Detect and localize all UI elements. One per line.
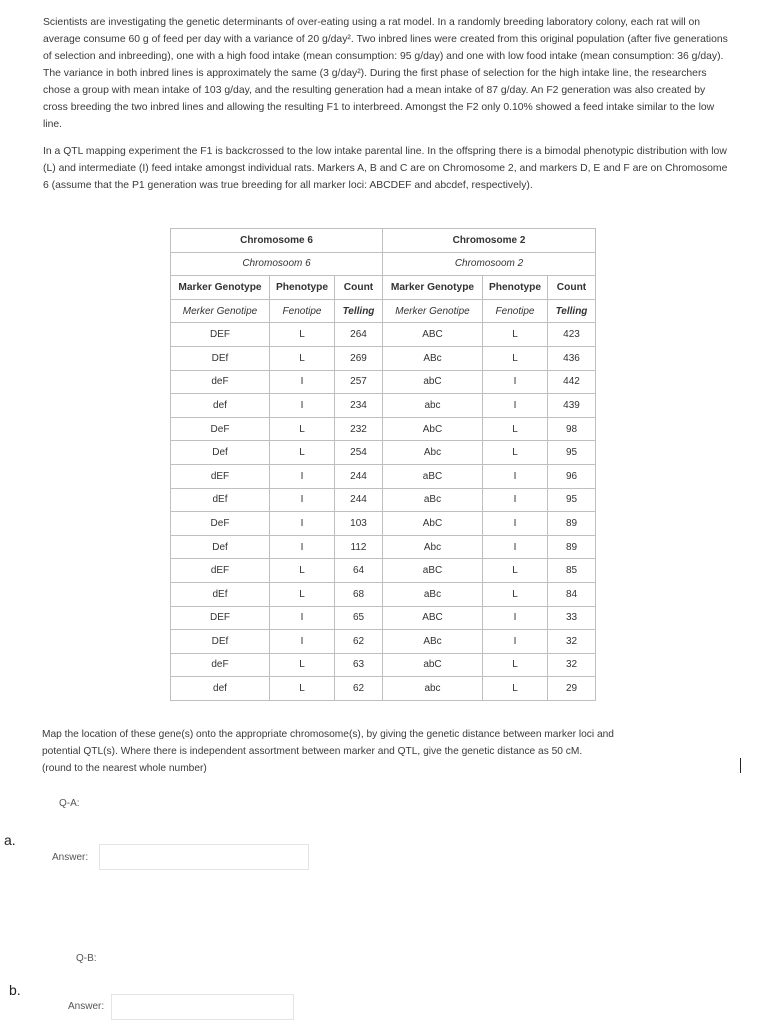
table-row (171, 512, 596, 536)
table-row (171, 488, 596, 512)
chr6-phenotype-cell: I (270, 394, 335, 418)
chr2-count-cell: 439 (548, 394, 596, 418)
chr2-phenotype-cell: L (483, 417, 548, 441)
chr2-phenotype-cell: L (483, 323, 548, 347)
col-header-count: Count (335, 276, 383, 300)
chr6-count-cell: 257 (335, 370, 383, 394)
col-header-alt-count: Telling (335, 299, 383, 323)
chr6-count-cell: 244 (335, 488, 383, 512)
question-b-answer-label: Answer: (68, 1001, 105, 1012)
chr2-genotype-cell: ABC (383, 606, 483, 630)
chr2-genotype-cell: abC (383, 370, 483, 394)
question-b-label: Q-B: (76, 953, 97, 964)
chr2-count-cell: 95 (548, 488, 596, 512)
chr2-count-cell: 32 (548, 630, 596, 654)
chr6-genotype-cell: Def (171, 441, 270, 465)
chr6-genotype-cell: def (171, 394, 270, 418)
chr2-count-cell: 95 (548, 441, 596, 465)
chr6-phenotype-cell: L (270, 582, 335, 606)
chr6-phenotype-cell: I (270, 488, 335, 512)
question-b-answer-input[interactable] (111, 994, 294, 1020)
marker-data-table (170, 228, 596, 701)
chr2-genotype-cell: ABc (383, 346, 483, 370)
table-row (171, 535, 596, 559)
intro-paragraph-2: In a QTL mapping experiment the F1 is backcrossed to the low intake parental line. In the offspring there is a bimodal phenotypic distribution with low (L) and intermediate (I) feed intake amongst individual rats. Markers A, B and C are on Chromosome 2, and markers D, E and F are on Chromosome 6 (assume that the P1 generation was true breeding for all marker loci: ABCDEF and abcdef, respectively). (43, 146, 728, 191)
chr2-phenotype-cell: I (483, 606, 548, 630)
chr6-phenotype-cell: I (270, 606, 335, 630)
table-row (171, 441, 596, 465)
table-row (171, 464, 596, 488)
chr6-phenotype-cell: L (270, 323, 335, 347)
question-a-answer-input[interactable] (99, 844, 309, 870)
chr2-genotype-cell: aBC (383, 559, 483, 583)
chr6-phenotype-cell: I (270, 535, 335, 559)
chr6-count-cell: 62 (335, 677, 383, 701)
chr6-phenotype-cell: L (270, 417, 335, 441)
chr6-phenotype-cell: L (270, 653, 335, 677)
chr2-phenotype-cell: I (483, 370, 548, 394)
chr6-count-cell: 254 (335, 441, 383, 465)
chr2-phenotype-cell: I (483, 535, 548, 559)
chr6-genotype-cell: deF (171, 653, 270, 677)
chr6-phenotype-cell: L (270, 346, 335, 370)
chr2-genotype-cell: AbC (383, 417, 483, 441)
chr6-genotype-cell: dEf (171, 488, 270, 512)
chr2-genotype-cell: abc (383, 394, 483, 418)
chr2-count-cell: 85 (548, 559, 596, 583)
chr2-genotype-cell: abc (383, 677, 483, 701)
table-row (171, 559, 596, 583)
chr6-genotype-cell: DEf (171, 630, 270, 654)
intro-paragraph-1: Scientists are investigating the genetic determinants of over-eating using a rat model. In a randomly breeding laboratory colony, each rat will on average consume 60 g of feed per day with a variance of 20 g/day². Two inbred lines were created from this original population (after five generations of selection and inbreeding), one with a high food intake (mean consumption: 95 g/day) and one with low food intake (mean consumption: 36 g/day). The variance in both inbred lines is approximately the same (3 g/day²). During the first phase of selection for the high intake line, the researchers chose a group with mean intake of 103 g/day, and the resulting generation had a mean intake of 87 g/day. An F2 generation was also created by cross breeding the two inbred lines and allowing the resulting F1 to interbreed. Amongst the F2 only 0.10% showed a feed intake similar to the low line. (43, 17, 728, 130)
col-header-count: Count (548, 276, 596, 300)
chr6-phenotype-cell: I (270, 464, 335, 488)
col-header-alt-phenotype: Fenotipe (270, 299, 335, 323)
chr2-phenotype-cell: L (483, 441, 548, 465)
question-a-answer-label: Answer: (52, 852, 89, 863)
table-row (171, 606, 596, 630)
chr6-phenotype-cell: I (270, 370, 335, 394)
chr6-genotype-cell: dEF (171, 559, 270, 583)
chr6-title: Chromosome 6 (171, 229, 383, 253)
chr2-title: Chromosome 2 (383, 229, 596, 253)
chr2-subtitle: Chromosoom 2 (383, 252, 596, 276)
instruction-text (42, 726, 732, 777)
question-a-letter: a. (4, 832, 16, 848)
chr6-phenotype-cell: L (270, 559, 335, 583)
chr6-count-cell: 64 (335, 559, 383, 583)
chr2-genotype-cell: ABc (383, 630, 483, 654)
chr2-count-cell: 89 (548, 535, 596, 559)
chr6-phenotype-cell: I (270, 630, 335, 654)
chr2-genotype-cell: ABC (383, 323, 483, 347)
chr6-count-cell: 112 (335, 535, 383, 559)
chr2-phenotype-cell: I (483, 512, 548, 536)
table-row (171, 630, 596, 654)
chr2-count-cell: 442 (548, 370, 596, 394)
chr2-genotype-cell: Abc (383, 441, 483, 465)
chr6-genotype-cell: DEF (171, 606, 270, 630)
table-row (171, 653, 596, 677)
col-header-alt-genotype: Merker Genotipe (171, 299, 270, 323)
table-row (171, 346, 596, 370)
col-header-phenotype: Phenotype (483, 276, 548, 300)
col-header-genotype: Marker Genotype (171, 276, 270, 300)
chr2-phenotype-cell: L (483, 677, 548, 701)
chr6-genotype-cell: Def (171, 535, 270, 559)
chr6-genotype-cell: deF (171, 370, 270, 394)
chr2-genotype-cell: Abc (383, 535, 483, 559)
question-a-label: Q-A: (59, 798, 80, 809)
chr6-count-cell: 62 (335, 630, 383, 654)
text-cursor (740, 758, 741, 773)
chr6-genotype-cell: def (171, 677, 270, 701)
chr2-genotype-cell: aBc (383, 582, 483, 606)
chr2-phenotype-cell: L (483, 559, 548, 583)
chr2-count-cell: 33 (548, 606, 596, 630)
chr2-phenotype-cell: I (483, 394, 548, 418)
chr2-count-cell: 98 (548, 417, 596, 441)
chr2-phenotype-cell: I (483, 488, 548, 512)
table-group-title-row (171, 229, 596, 253)
chr6-genotype-cell: DeF (171, 512, 270, 536)
chr2-count-cell: 423 (548, 323, 596, 347)
chr2-count-cell: 84 (548, 582, 596, 606)
table-group-subtitle-row (171, 252, 596, 276)
table-header-row (171, 276, 596, 300)
chr6-count-cell: 269 (335, 346, 383, 370)
chr2-count-cell: 29 (548, 677, 596, 701)
col-header-phenotype: Phenotype (270, 276, 335, 300)
chr6-count-cell: 264 (335, 323, 383, 347)
chr6-count-cell: 63 (335, 653, 383, 677)
question-b-letter: b. (9, 982, 21, 998)
chr6-genotype-cell: dEF (171, 464, 270, 488)
chr2-phenotype-cell: I (483, 464, 548, 488)
table-row (171, 417, 596, 441)
chr6-count-cell: 103 (335, 512, 383, 536)
chr6-phenotype-cell: L (270, 677, 335, 701)
chr6-genotype-cell: DEF (171, 323, 270, 347)
chr6-count-cell: 232 (335, 417, 383, 441)
chr6-phenotype-cell: I (270, 512, 335, 536)
chr6-subtitle: Chromosoom 6 (171, 252, 383, 276)
instruction-line-1: Map the location of these gene(s) onto the appropriate chromosome(s), by giving the genetic distance between marker loci and (42, 729, 614, 740)
col-header-alt-phenotype: Fenotipe (483, 299, 548, 323)
col-header-alt-genotype: Merker Genotipe (383, 299, 483, 323)
chr2-count-cell: 32 (548, 653, 596, 677)
chr2-count-cell: 436 (548, 346, 596, 370)
table-row (171, 323, 596, 347)
chr2-genotype-cell: aBC (383, 464, 483, 488)
chr6-count-cell: 68 (335, 582, 383, 606)
table-row (171, 677, 596, 701)
chr2-genotype-cell: AbC (383, 512, 483, 536)
table-header-alt-row (171, 299, 596, 323)
chr2-phenotype-cell: L (483, 653, 548, 677)
chr2-genotype-cell: aBc (383, 488, 483, 512)
chr2-phenotype-cell: I (483, 630, 548, 654)
col-header-alt-count: Telling (548, 299, 596, 323)
chr2-phenotype-cell: L (483, 582, 548, 606)
chr2-phenotype-cell: L (483, 346, 548, 370)
chr6-genotype-cell: DeF (171, 417, 270, 441)
chr2-count-cell: 89 (548, 512, 596, 536)
table-row (171, 394, 596, 418)
chr6-genotype-cell: dEf (171, 582, 270, 606)
col-header-genotype: Marker Genotype (383, 276, 483, 300)
chr6-genotype-cell: DEf (171, 346, 270, 370)
table-row (171, 370, 596, 394)
chr2-genotype-cell: abC (383, 653, 483, 677)
chr6-count-cell: 234 (335, 394, 383, 418)
chr6-count-cell: 244 (335, 464, 383, 488)
table-row (171, 582, 596, 606)
instruction-line-3: (round to the nearest whole number) (42, 763, 207, 774)
instruction-line-2: potential QTL(s). Where there is independent assortment between marker and QTL, give the genetic distance as 50 cM. (42, 746, 583, 757)
chr6-count-cell: 65 (335, 606, 383, 630)
chr6-phenotype-cell: L (270, 441, 335, 465)
chr2-count-cell: 96 (548, 464, 596, 488)
